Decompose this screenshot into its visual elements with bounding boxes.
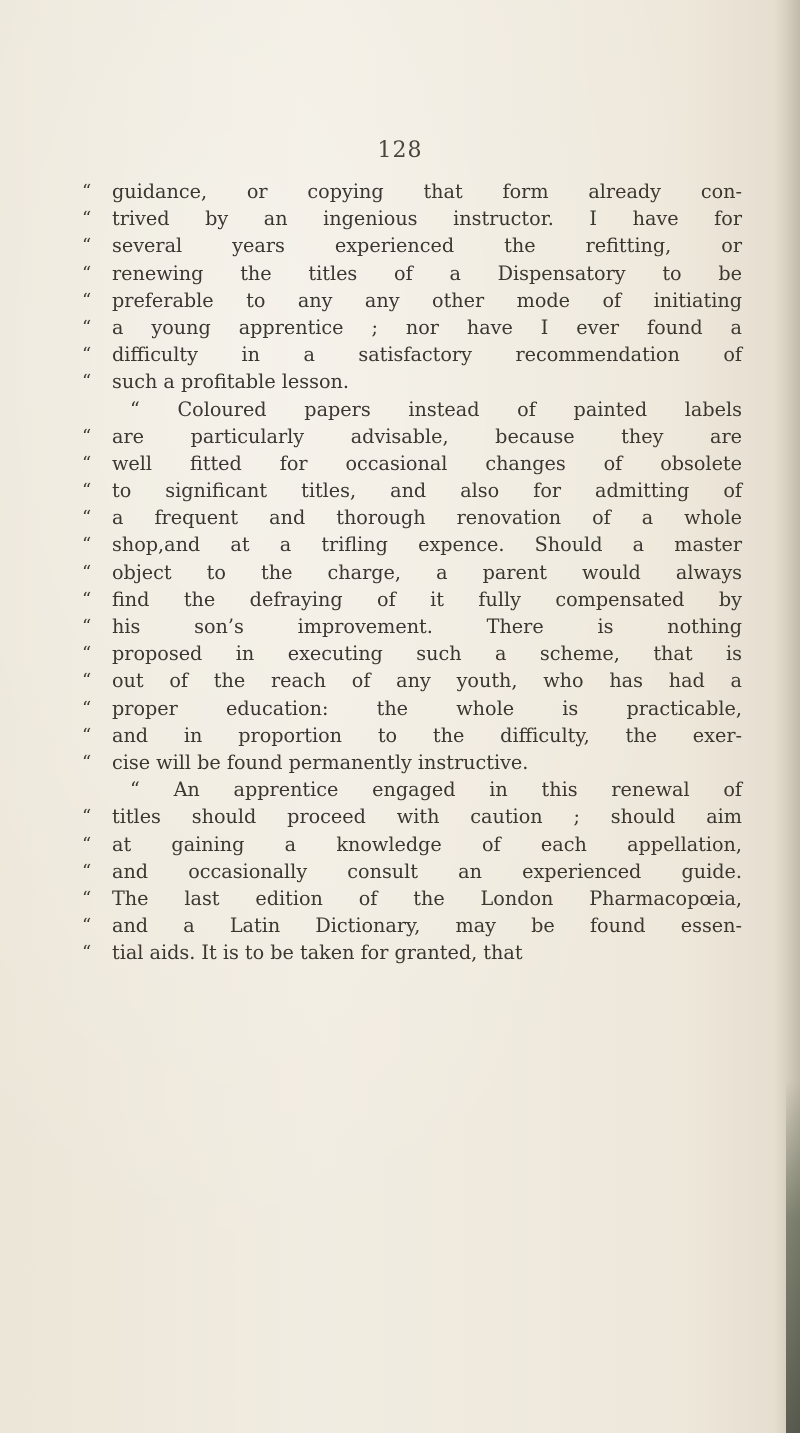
line-quote-mark: “ <box>82 670 92 692</box>
line-quote-mark: “ <box>82 208 92 230</box>
line-text: and in proportion to the difficulty, the exer- <box>112 723 742 747</box>
line-text: his son’s improvement. There is nothing <box>112 615 742 638</box>
line-quote-mark: “ <box>82 915 92 937</box>
text-line <box>82 341 742 368</box>
text-line <box>82 178 742 205</box>
text-line <box>82 858 742 885</box>
text-line <box>82 368 742 395</box>
line-quote-mark: “ <box>82 316 92 338</box>
line-quote-mark: “ <box>82 181 92 202</box>
line-text: cise will be found permanently instructive. <box>112 750 529 774</box>
line-quote-mark: “ <box>82 534 92 556</box>
line-text: well fitted for occasional changes of obsolete <box>112 451 742 475</box>
text-line <box>82 640 742 667</box>
line-quote-mark: “ <box>82 235 92 257</box>
text-line <box>82 749 742 776</box>
page-edge-stain <box>786 1080 800 1433</box>
line-quote-mark: “ <box>82 942 92 964</box>
text-line <box>82 396 742 423</box>
line-quote-mark: “ <box>82 371 92 393</box>
text-line <box>82 831 742 858</box>
line-text: are particularly advisable, because they are <box>112 424 742 448</box>
line-quote-mark: “ <box>82 887 92 909</box>
line-text: out of the reach of any youth, who has had a <box>112 669 742 693</box>
line-quote-mark: “ <box>82 480 92 502</box>
text-line <box>82 232 742 259</box>
text-line <box>82 314 742 341</box>
text-line <box>82 912 742 939</box>
line-quote-mark: “ <box>82 425 92 447</box>
line-text: and a Latin Dictionary, may be found essen- <box>112 914 742 938</box>
line-quote-mark: “ <box>82 724 92 746</box>
line-text: to significant titles, and also for admitting of <box>112 479 742 503</box>
text-line <box>82 667 742 694</box>
line-quote-mark: “ <box>82 561 92 583</box>
line-text: “ Coloured papers instead of painted labels <box>130 397 742 421</box>
line-quote-mark: “ <box>82 507 92 529</box>
line-text: at gaining a knowledge of each appellation, <box>112 832 742 856</box>
text-line <box>82 287 742 314</box>
line-text: “ An apprentice engaged in this renewal of <box>130 778 742 802</box>
text-line <box>82 205 742 232</box>
line-text: shop,and at a trifling expence. Should a master <box>112 533 742 557</box>
line-text: and occasionally consult an experienced guide. <box>112 859 742 883</box>
line-quote-mark: “ <box>82 262 92 284</box>
line-quote-mark: “ <box>82 616 92 637</box>
text-line <box>82 613 742 640</box>
text-line <box>82 939 742 966</box>
line-text: guidance, or copying that form already con- <box>112 180 742 203</box>
text-line <box>82 722 742 749</box>
line-text: a frequent and thorough renovation of a whole <box>112 506 742 530</box>
body-text <box>82 178 742 966</box>
text-line <box>82 450 742 477</box>
line-text: a young apprentice ; nor have I ever found a <box>112 315 742 339</box>
line-quote-mark: “ <box>82 806 92 828</box>
line-quote-mark: “ <box>82 751 92 773</box>
text-line <box>82 559 742 586</box>
line-quote-mark: “ <box>82 289 92 311</box>
text-line <box>82 695 742 722</box>
text-line <box>82 531 742 558</box>
line-text: titles should proceed with caution ; should aim <box>112 805 742 829</box>
line-quote-mark: “ <box>82 452 92 474</box>
line-quote-mark: “ <box>82 833 92 855</box>
line-text: proper education: the whole is practicable, <box>112 696 742 720</box>
text-line <box>82 586 742 613</box>
text-line <box>82 260 742 287</box>
text-line <box>82 885 742 912</box>
line-text: find the defraying of it fully compensated by <box>112 587 742 611</box>
line-text: difficulty in a satisfactory recommendation of <box>112 343 742 367</box>
text-line <box>82 504 742 531</box>
line-quote-mark: “ <box>82 588 92 610</box>
line-text: proposed in executing such a scheme, that is <box>112 642 742 666</box>
line-quote-mark: “ <box>82 860 92 882</box>
text-line <box>82 776 742 803</box>
line-text: preferable to any any other mode of initiating <box>112 288 742 312</box>
line-quote-mark: “ <box>82 697 92 719</box>
text-line <box>82 803 742 830</box>
line-quote-mark: “ <box>82 344 92 366</box>
line-text: such a profitable lesson. <box>112 370 349 394</box>
line-text: trived by an ingenious instructor. I have for <box>112 207 742 231</box>
page-number: 128 <box>377 138 423 163</box>
text-line <box>82 423 742 450</box>
line-text: several years experienced the refitting, or <box>112 234 742 258</box>
text-line <box>82 477 742 504</box>
line-text: object to the charge, a parent would always <box>112 560 742 584</box>
line-text: The last edition of the London Pharmacopœia, <box>112 886 742 910</box>
line-quote-mark: “ <box>82 643 92 665</box>
line-text: tial aids. It is to be taken for granted, that <box>112 941 523 965</box>
line-text: renewing the titles of a Dispensatory to be <box>112 261 742 285</box>
